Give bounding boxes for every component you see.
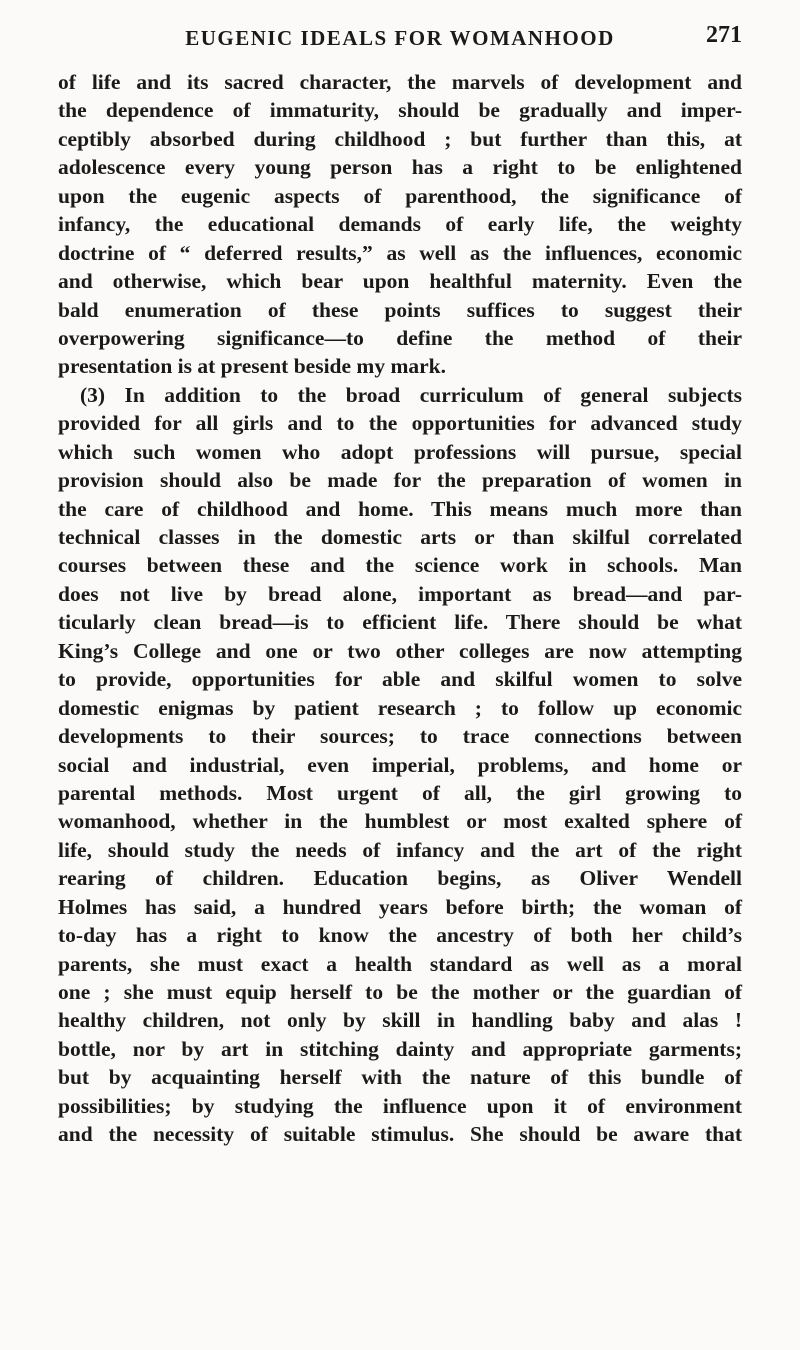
text-line: possibilities; by studying the influence upon it of environment bbox=[58, 1093, 742, 1118]
text-line: provision should also be made for the preparation of women in bbox=[58, 468, 742, 493]
text-line: overpowering significance—to define the method of their bbox=[58, 325, 742, 350]
page-header bbox=[58, 22, 742, 58]
text-line: (3) In addition to the broad curriculum of general subjects bbox=[80, 382, 742, 407]
text-line: courses between these and the science work in schools. Man bbox=[58, 553, 742, 578]
text-line: the dependence of immaturity, should be gradually and imper- bbox=[58, 98, 742, 123]
text-line: infancy, the educational demands of early life, the weighty bbox=[58, 212, 742, 237]
text-line: and otherwise, which bear upon healthful maternity. Even the bbox=[58, 269, 742, 294]
text-line: does not live by bread alone, important as bread—and par- bbox=[58, 581, 742, 606]
text-line: bottle, nor by art in stitching dainty and appropriate garments; bbox=[58, 1036, 742, 1061]
text-line: and the necessity of suitable stimulus. She should be aware that bbox=[58, 1122, 742, 1147]
text-line: technical classes in the domestic arts or than skilful correlated bbox=[58, 525, 742, 549]
text-line: developments to their sources; to trace connections between bbox=[58, 724, 742, 749]
text-line: which such women who adopt professions will pursue, special bbox=[58, 439, 742, 464]
text-line: domestic enigmas by patient research ; to follow up economic bbox=[58, 695, 742, 720]
text-line: King’s College and one or two other colleges are now attempting bbox=[58, 638, 742, 663]
text-line: but by acquainting herself with the nature of this bundle of bbox=[58, 1065, 742, 1090]
text-line: provided for all girls and to the opportunities for advanced study bbox=[58, 411, 742, 436]
running-head: EUGENIC IDEALS FOR WOMANHOOD bbox=[185, 26, 615, 50]
text-line: of life and its sacred character, the marvels of development and bbox=[58, 70, 742, 94]
text-line: ticularly clean bread—is to efficient life. There should be what bbox=[58, 610, 742, 635]
text-line: doctrine of “ deferred results,” as well as the influences, economic bbox=[58, 240, 742, 265]
page-number: 271 bbox=[706, 22, 742, 48]
text-line: social and industrial, even imperial, problems, and home or bbox=[58, 752, 742, 777]
text-line: life, should study the needs of infancy and the art of the right bbox=[58, 837, 742, 862]
text-line: womanhood, whether in the humblest or most exalted sphere of bbox=[58, 809, 742, 834]
text-line: Holmes has said, a hundred years before birth; the woman of bbox=[58, 894, 742, 919]
text-line: parental methods. Most urgent of all, the girl growing to bbox=[58, 780, 742, 805]
text-line: ceptibly absorbed during childhood ; but further than this, at bbox=[58, 126, 742, 151]
text-line: one ; she must equip herself to be the mother or the guardian of bbox=[58, 980, 742, 1004]
text-line: bald enumeration of these points suffices to suggest their bbox=[58, 297, 742, 322]
text-line: to-day has a right to know the ancestry of both her child’s bbox=[58, 923, 742, 948]
text-line: to provide, opportunities for able and skilful women to solve bbox=[58, 667, 742, 692]
text-line: presentation is at present beside my mark. bbox=[58, 354, 446, 379]
text-line: rearing of children. Education begins, as Oliver Wendell bbox=[58, 866, 742, 891]
text-line: adolescence every young person has a right to be enlightened bbox=[58, 155, 742, 180]
text-line: upon the eugenic aspects of parenthood, the significance of bbox=[58, 183, 742, 208]
body-text bbox=[58, 68, 742, 1149]
text-line: healthy children, not only by skill in handling baby and alas ! bbox=[58, 1008, 742, 1033]
text-line: the care of childhood and home. This means much more than bbox=[58, 496, 742, 521]
text-line: parents, she must exact a health standard as well as a moral bbox=[58, 951, 742, 976]
